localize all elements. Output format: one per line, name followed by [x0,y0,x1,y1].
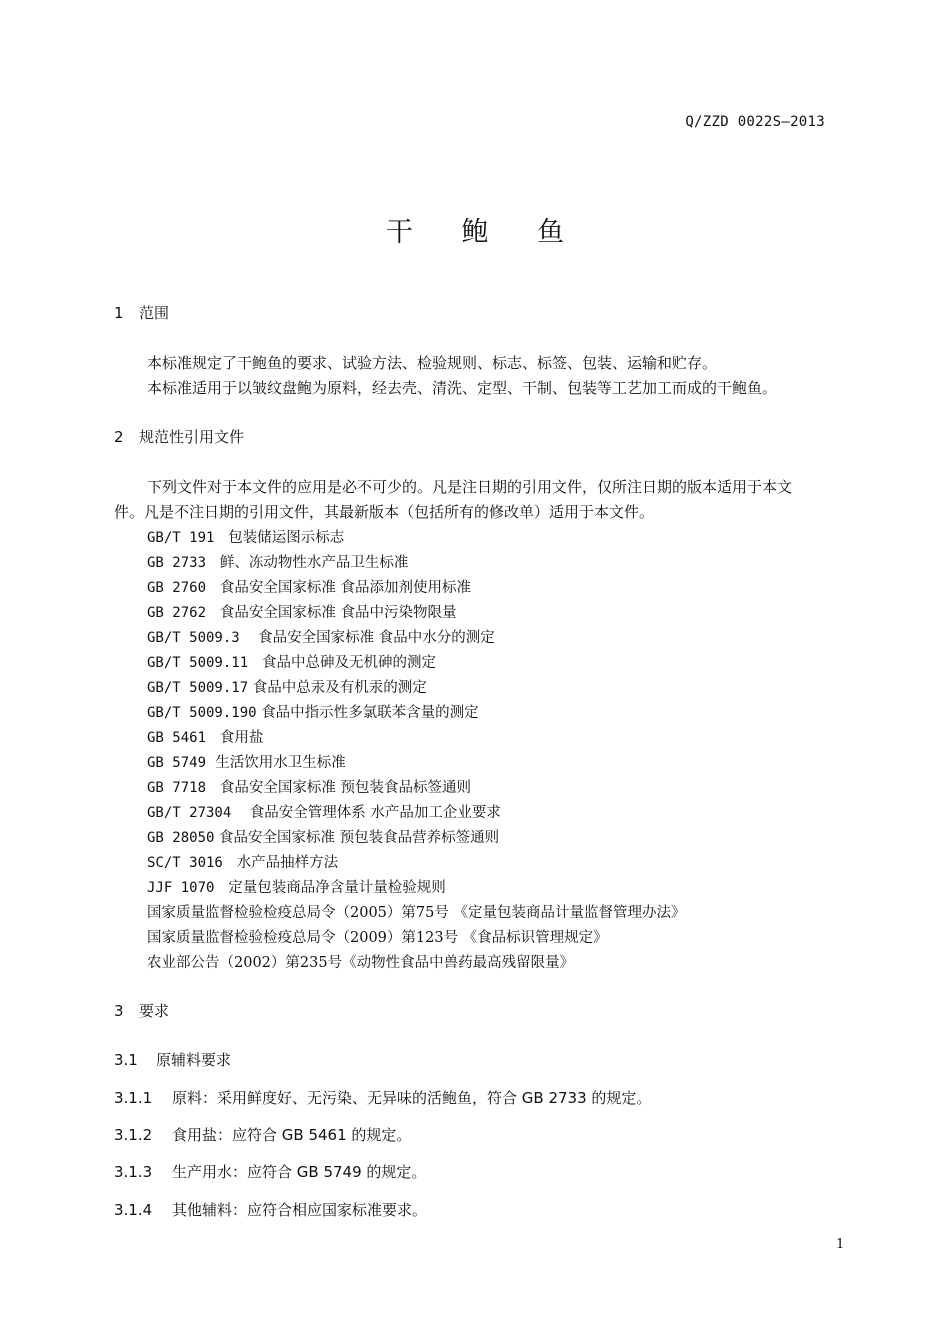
subsection-3-1-heading [114,1049,231,1070]
scope-paragraph-2: 本标准适用于以皱纹盘鲍为原料，经去壳、清洗、定型、干制、包装等工艺加工而成的干鲍鱼。 [147,379,778,397]
reference-code: GB/T 27304 [147,805,232,821]
subsection-title: 原辅料要求 [156,1051,232,1069]
clause-text: 其他辅料：应符合相应国家标准要求。 [172,1201,428,1219]
clause-3-1-4 [114,1199,427,1220]
clause-number: 3.1.2 [114,1126,153,1144]
clause-text: 生产用水：应符合 GB 5749 的规定。 [172,1163,427,1181]
reference-code: GB 2762 [147,605,207,621]
reference-item [147,551,408,572]
reference-code: SC/T 3016 [147,855,223,871]
scope-paragraph-1: 本标准规定了干鲍鱼的要求、试验方法、检验规则、标志、标签、包装、运输和贮存。 [147,354,718,372]
reference-item [147,951,574,972]
reference-item [147,776,471,797]
clause-number: 3.1.4 [114,1201,153,1219]
reference-title: 定量包装商品净含量计量检验规则 [228,880,446,896]
reference-item [147,651,436,672]
document-number: Q/ZZD 0022S—2013 [685,114,825,130]
references-intro-line-1: 下列文件对于本文件的应用是必不可少的。凡是注日期的引用文件，仅所注日期的版本适用于本文 [147,478,793,496]
reference-title: 食品中指示性多氯联苯含量的测定 [261,705,479,721]
reference-title: 食品中总汞及有机汞的测定 [252,680,427,696]
reference-title: 生活饮用水卫生标准 [215,755,346,771]
reference-code: GB 5749 [147,755,207,771]
reference-title: 食品安全国家标准 食品中污染物限量 [219,605,457,621]
reference-title: 农业部公告（2002）第235号《动物性食品中兽药最高残留限量》 [147,955,575,971]
clause-3-1-1 [114,1087,651,1108]
reference-item [147,926,608,947]
reference-item [147,801,501,822]
clause-text: 食用盐：应符合 GB 5461 的规定。 [172,1126,412,1144]
reference-item [147,876,446,897]
reference-code: GB/T 5009.11 [147,655,249,671]
reference-title: 国家质量监督检验检疫总局令（2009）第123号 《食品标识管理规定》 [147,930,608,946]
reference-item [147,576,471,597]
reference-item [147,901,685,922]
clause-number: 3.1.1 [114,1089,153,1107]
reference-title: 鲜、冻动物性水产品卫生标准 [219,555,409,571]
section-number: 3 [114,1002,124,1020]
section-2-heading [114,426,244,447]
page-number: 1 [836,1237,845,1252]
reference-item [147,726,263,747]
reference-title: 食品安全管理体系 水产品加工企业要求 [249,805,501,821]
reference-title: 食用盐 [219,730,264,746]
clause-text: 原料：采用鲜度好、无污染、无异味的活鲍鱼，符合 GB 2733 的规定。 [172,1089,652,1107]
reference-code: GB 2733 [147,555,207,571]
reference-code: GB 28050 [147,830,215,846]
reference-title: 包装储运图示标志 [228,530,345,546]
reference-item [147,676,427,697]
section-title: 规范性引用文件 [139,428,245,446]
reference-item [147,751,346,772]
reference-item [147,601,456,622]
reference-code: GB/T 191 [147,530,215,546]
reference-title: 食品中总砷及无机砷的测定 [261,655,436,671]
reference-title: 食品安全国家标准 食品添加剂使用标准 [219,580,471,596]
reference-item [147,851,338,872]
reference-item [147,526,344,547]
reference-item [147,626,495,647]
reference-title: 食品安全国家标准 食品中水分的测定 [258,630,495,646]
reference-code: GB/T 5009.190 [147,705,257,721]
reference-title: 国家质量监督检验检疫总局令（2005）第75号 《定量包装商品计量监督管理办法》 [147,905,686,921]
section-title: 范围 [139,304,170,322]
references-intro-line-2: 件。凡是不注日期的引用文件，其最新版本（包括所有的修改单）适用于本文件。 [114,503,655,521]
section-title: 要求 [139,1002,170,1020]
section-number: 2 [114,428,124,446]
reference-item [147,701,479,722]
reference-title: 食品安全国家标准 预包装食品营养标签通则 [219,830,500,846]
section-number: 1 [114,304,124,322]
reference-code: GB 5461 [147,730,207,746]
clause-number: 3.1.3 [114,1163,153,1181]
reference-code: GB 7718 [147,780,207,796]
reference-code: JJF 1070 [147,880,215,896]
reference-item [147,826,499,847]
subsection-number: 3.1 [114,1051,138,1069]
reference-code: GB/T 5009.3 [147,630,240,646]
section-1-heading [114,302,169,323]
clause-3-1-3 [114,1161,426,1182]
clause-3-1-2 [114,1124,411,1145]
reference-code: GB 2760 [147,580,207,596]
section-3-heading [114,1000,169,1021]
reference-code: GB/T 5009.17 [147,680,249,696]
reference-title: 水产品抽样方法 [236,855,339,871]
reference-title: 食品安全国家标准 预包装食品标签通则 [219,780,471,796]
document-title: 干 鲍 鱼 [385,217,585,248]
